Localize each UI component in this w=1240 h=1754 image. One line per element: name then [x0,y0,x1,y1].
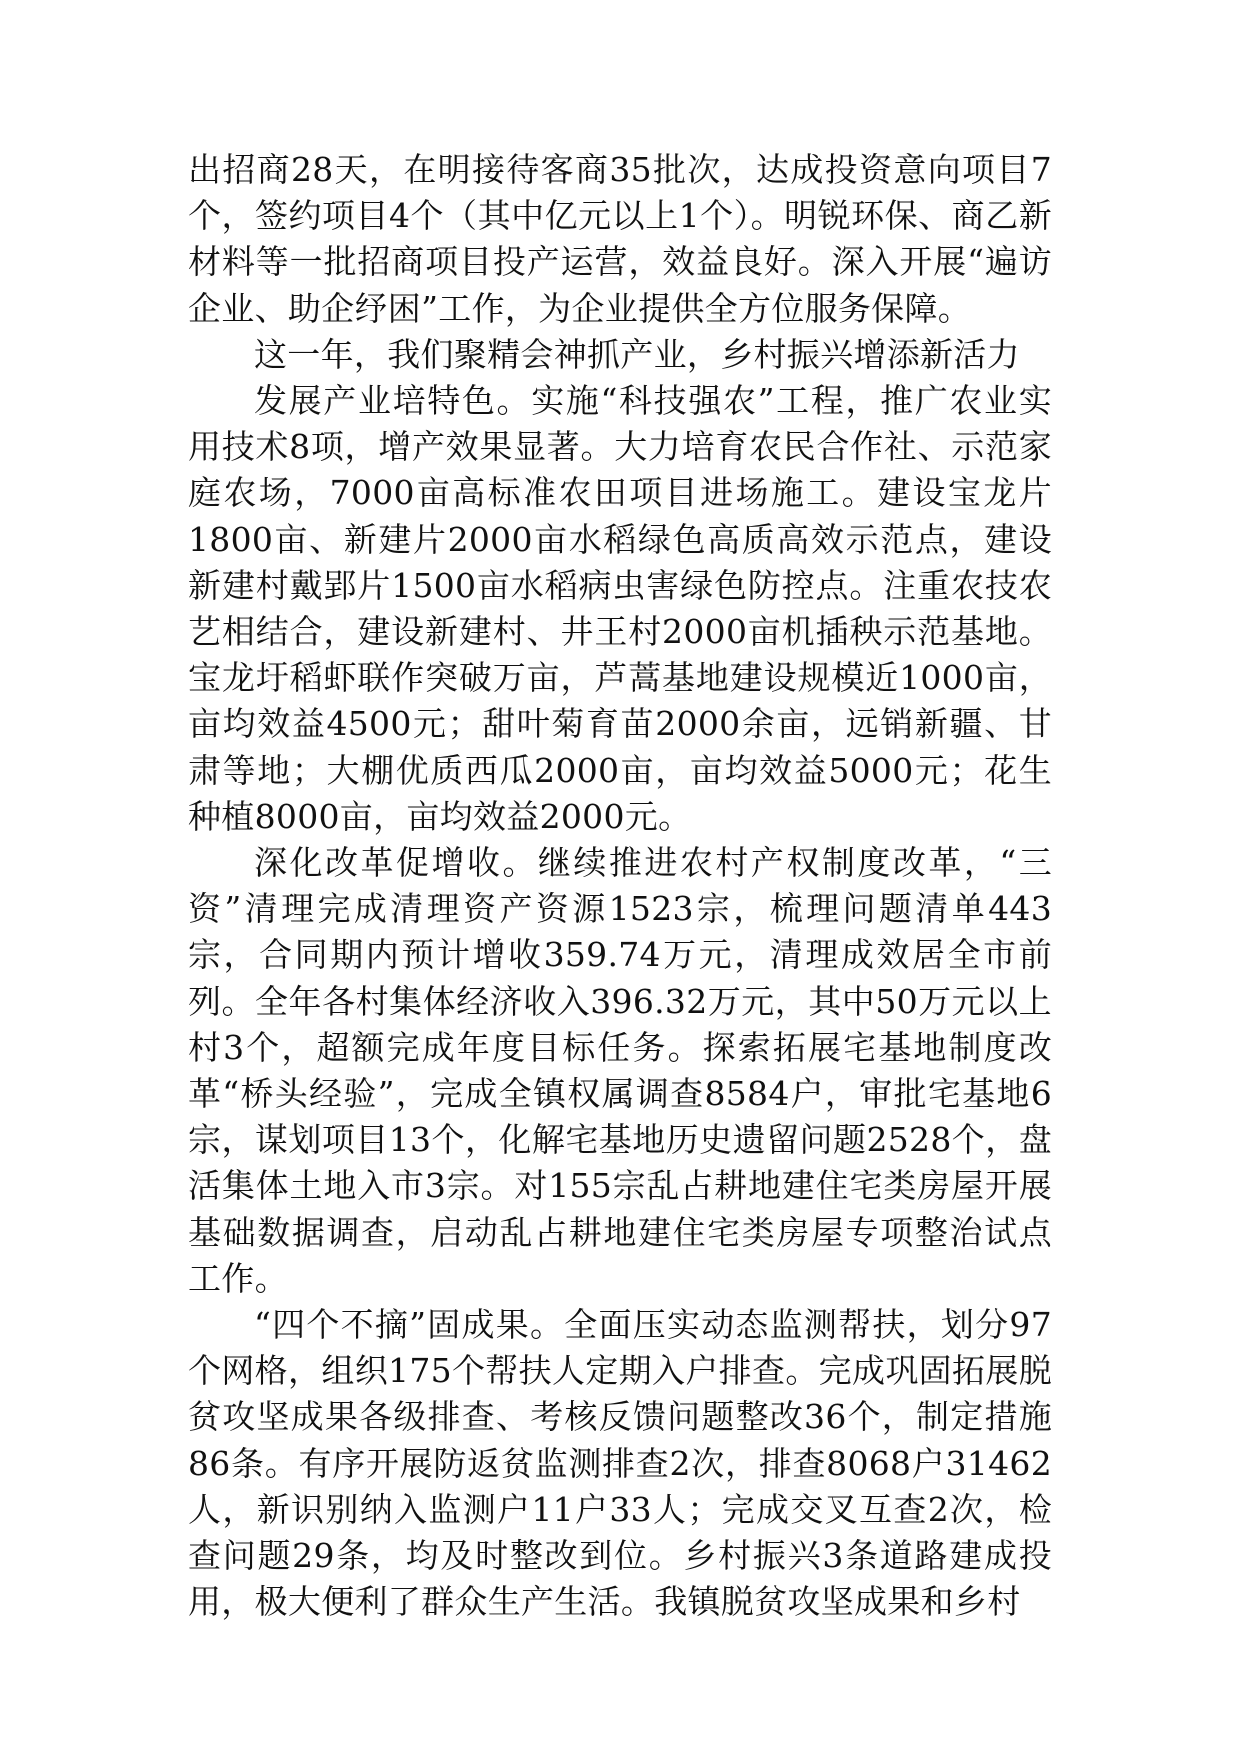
paragraph-industry: 发展产业培特色。实施“科技强农”工程，推广农业实用技术8项，增产效果显著。大力培育农民合作社、示范家庭农场，7000亩高标准农田项目进场施工。建设宝龙片1800亩、新建片2000亩水稻绿色高质高效示范点，建设新建村戴郢片1500亩水稻病虫害绿色防控点。注重农技农艺相结合，建设新建村、井王村2000亩机插秧示范基地。宝龙圩稻虾联作突破万亩，芦蒿基地建设规模近1000亩，亩均效益4500元；甜叶菊育苗2000余亩，远销新疆、甘肃等地；大棚优质西瓜2000亩，亩均效益5000元；花生种植8000亩，亩均效益2000元。 [188,381,1052,836]
body-text [188,147,1052,1626]
paragraph-investment-continued: 出招商28天，在明接待客商35批次，达成投资意向项目7个，签约项目4个（其中亿元以上1个）。明锐环保、商乙新材料等一批招商项目投产运营，效益良好。深入开展“遍访企业、助企纾困”工作，为企业提供全方位服务保障。 [188,150,1052,328]
section-heading-industry: 这一年，我们聚精会神抓产业，乡村振兴增添新活力 [254,334,1020,374]
paragraph-reform: 深化改革促增收。继续推进农村产权制度改革，“三资”清理完成清理资产资源1523宗，梳理问题清单443宗，合同期内预计增收359.74万元，清理成效居全市前列。全年各村集体经济收入396.32万元，其中50万元以上村3个，超额完成年度目标任务。探索拓展宅基地制度改革“桥头经验”，完成全镇权属调查8584户，审批宅基地6宗，谋划项目13个，化解宅基地历史遗留问题2528个，盘活集体土地入市3宗。对155宗乱占耕地建住宅类房屋开展基础数据调查，启动乱占耕地建住宅类房屋专项整治试点工作。 [188,843,1052,1298]
paragraph-four-not: “四个不摘”固成果。全面压实动态监测帮扶，划分97个网格，组织175个帮扶人定期入户排查。完成巩固拓展脱贫攻坚成果各级排查、考核反馈问题整改36个，制定措施86条。有序开展防返贫监测排查2次，排查8068户31462人，新识别纳入监测户11户33人；完成交叉互查2次，检查问题29条，均及时整改到位。乡村振兴3条道路建成投用，极大便利了群众生产生活。我镇脱贫攻坚成果和乡村 [188,1305,1052,1622]
